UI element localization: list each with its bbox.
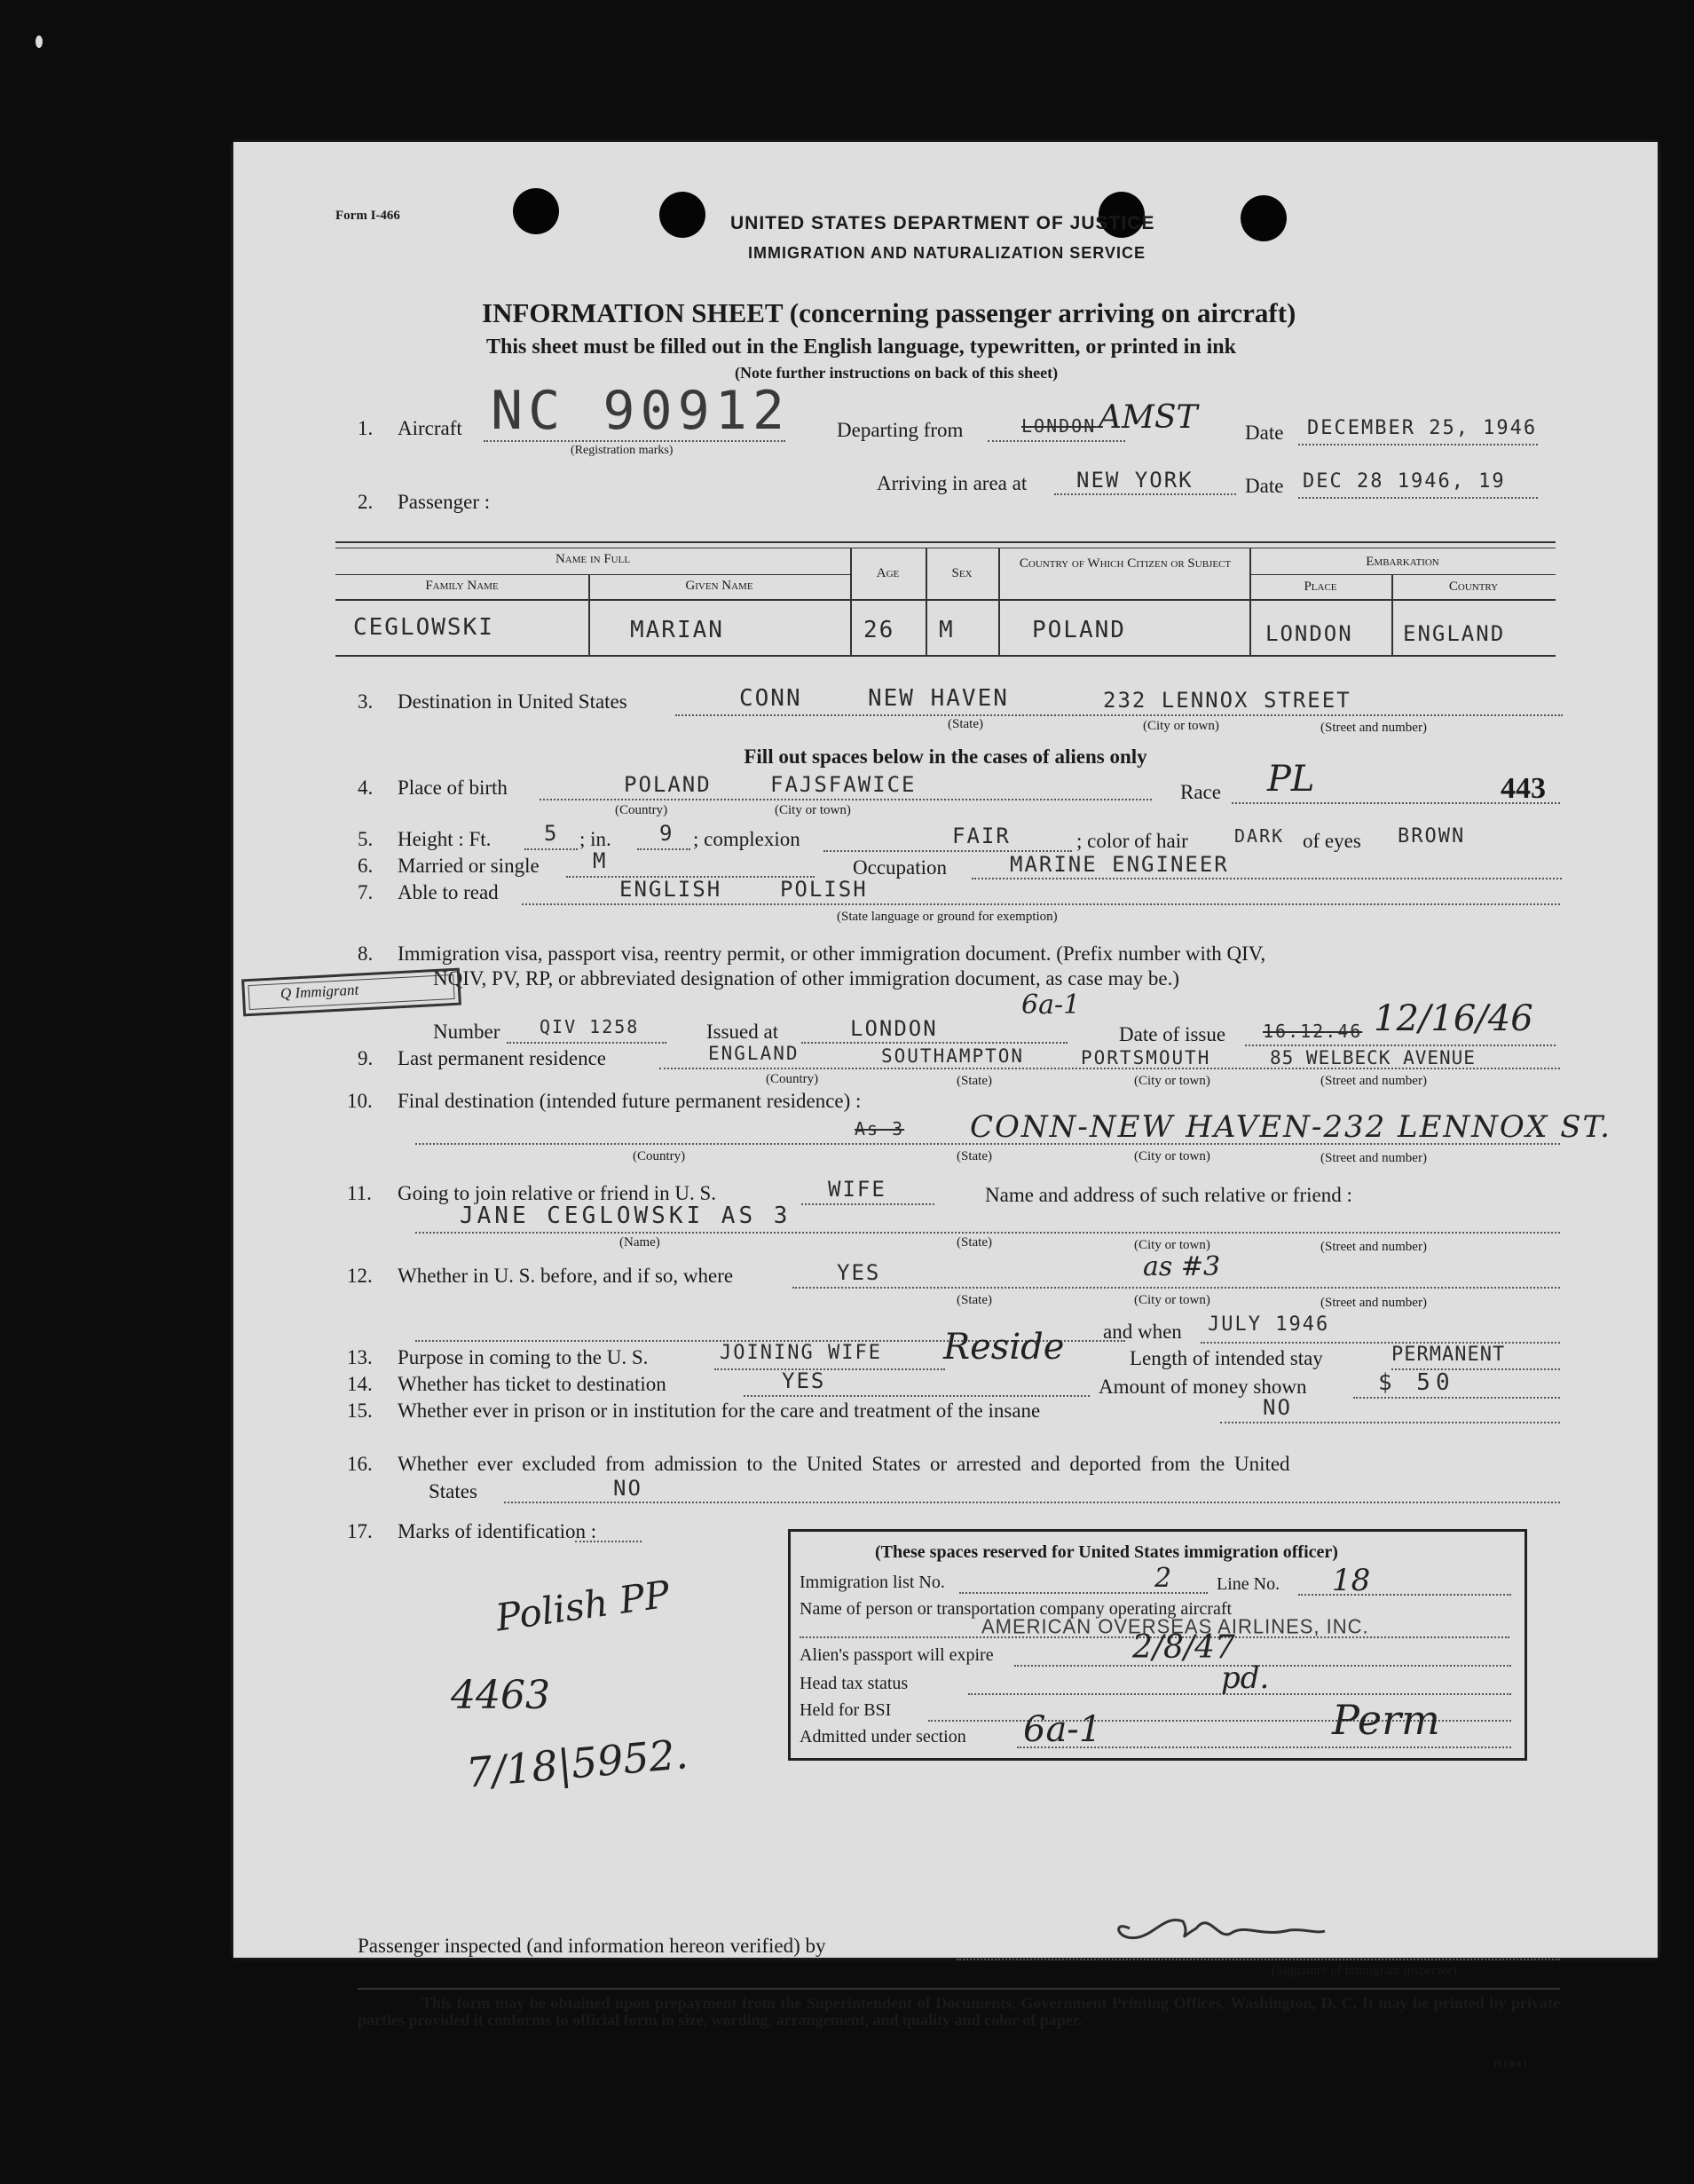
item11-number: 11. [347, 1182, 372, 1204]
place-header: Place [1304, 580, 1337, 594]
list-no-value: 2 [1154, 1563, 1172, 1594]
prior-city-caption: (City or town) [1134, 1293, 1210, 1307]
item7-number: 7. [358, 881, 374, 903]
punch-hole [659, 192, 705, 238]
destination-city: NEW HAVEN [868, 685, 1009, 712]
prior-state-caption: (State) [957, 1293, 992, 1307]
prior-visit-where: as #3 [1143, 1251, 1221, 1282]
family-name-header: Family Name [425, 579, 499, 593]
arriving-value: NEW YORK [1076, 468, 1194, 493]
last-residence-street: 85 WELBECK AVENUE [1270, 1047, 1476, 1068]
date-of-issue-label: Date of issue [1119, 1023, 1226, 1045]
hair-label: ; color of hair [1076, 830, 1188, 852]
read-caption: (State language or ground for exemption) [837, 910, 1058, 924]
item17-number: 17. [347, 1520, 373, 1542]
inspection-caption: (Signature of immigrant inspector) [1272, 1964, 1457, 1978]
official-box-heading: (These spaces reserved for United States immigration officer) [875, 1542, 1338, 1562]
admitted-section-note: Perm [1332, 1696, 1440, 1744]
embarkation-country-header: Country [1448, 580, 1499, 594]
item1-number: 1. [358, 417, 374, 439]
race-value: PL [1267, 759, 1315, 800]
item9-number: 9. [358, 1047, 374, 1069]
birth-city: FAJSFAWICE [770, 772, 917, 797]
place-of-birth-label: Place of birth [398, 777, 508, 799]
final-destination-value: CONN-NEW HAVEN-232 LENNOX ST. [970, 1109, 1611, 1145]
visa-text-1: Immigration visa, passport visa, reentry permit, or other immigration document. (Prefix number with QIV, [398, 942, 1266, 965]
footer-code: H1881 [1493, 2059, 1530, 2070]
item16-number: 16. [347, 1453, 373, 1475]
age-value: 26 [863, 617, 895, 643]
line-no-label: Line No. [1217, 1574, 1280, 1594]
aircraft-label: Aircraft [398, 417, 462, 439]
final-destination-struck: As 3 [855, 1118, 905, 1139]
purpose-value: JOINING WIFE [720, 1342, 882, 1364]
destination-state-caption: (State) [948, 717, 983, 731]
relative-name-caption: (Name) [619, 1235, 660, 1250]
departure-date: DECEMBER 25, 1946 [1307, 417, 1538, 439]
birth-country-caption: (Country) [615, 803, 668, 817]
departing-from-value: AMST [1099, 399, 1198, 436]
given-name-header: Given Name [685, 579, 753, 593]
item3-number: 3. [358, 690, 374, 713]
embarkation-place: LONDON [1265, 621, 1353, 646]
held-for-bsi-label: Held for BSI [800, 1700, 892, 1720]
last-residence-country: ENGLAND [708, 1043, 800, 1064]
last-residence-state-caption: (State) [957, 1074, 992, 1088]
list-no-label: Immigration list No. [800, 1573, 945, 1592]
item4-number: 4. [358, 777, 374, 799]
destination-street-caption: (Street and number) [1320, 721, 1427, 735]
relative-city-caption: (City or town) [1134, 1238, 1210, 1252]
height-ft: 5 [544, 821, 559, 846]
prior-visit-value: YES [837, 1260, 881, 1285]
line-no-value: 18 [1332, 1563, 1371, 1598]
relative-state-caption: (State) [957, 1235, 992, 1250]
arriving-label: Arriving in area at [877, 472, 1028, 494]
sex-header: Sex [951, 566, 973, 580]
final-country-caption: (Country) [633, 1149, 686, 1163]
form-sheet [233, 142, 1658, 2070]
final-street-caption: (Street and number) [1320, 1151, 1427, 1165]
relative-name-value: JANE CEGLOWSKI AS 3 [460, 1202, 792, 1229]
item14-number: 14. [347, 1373, 373, 1395]
date-label: Date [1245, 422, 1284, 444]
destination-city-caption: (City or town) [1143, 719, 1219, 733]
marks-note-3: 7/18|5952. [464, 1730, 690, 1797]
marks-note-1: Polish PP [492, 1572, 673, 1640]
item15-number: 15. [347, 1399, 373, 1422]
occupation-label: Occupation [853, 856, 948, 879]
embarkation-header: Embarkation [1366, 555, 1439, 569]
item8-number: 8. [358, 942, 374, 965]
page-title: INFORMATION SHEET (concerning passenger arriving on aircraft) [482, 297, 1296, 328]
ticket-label: Whether has ticket to destination [398, 1373, 666, 1395]
prior-street-caption: (Street and number) [1320, 1296, 1427, 1310]
prison-label: Whether ever in prison or in institution for the care and treatment of the insane [398, 1399, 1041, 1422]
occupation-value: MARINE ENGINEER [1010, 852, 1229, 877]
footer-text: This form may be obtained upon prepayment from the Superintendent of Documents, Government Printing Offices, Washington, D. C. It may be printed by private parties provided it conforms to official form in size, wording, arrangement, and quality and color of paper. [358, 1994, 1560, 2029]
last-residence-street-caption: (Street and number) [1320, 1074, 1427, 1088]
item6-number: 6. [358, 855, 374, 877]
operator-label: Name of person or transportation company operating aircraft [800, 1599, 1233, 1619]
issued-at-label: Issued at [706, 1021, 779, 1043]
inspector-signature [1085, 1902, 1334, 1955]
last-residence-city: PORTSMOUTH [1081, 1047, 1211, 1068]
race-label: Race [1180, 781, 1221, 803]
last-residence-state: SOUTHAMPTON [881, 1045, 1025, 1067]
purpose-label: Purpose in coming to the U. S. [398, 1346, 649, 1368]
department-header: UNITED STATES DEPARTMENT OF JUSTICE [730, 213, 1155, 233]
item13-number: 13. [347, 1346, 373, 1368]
when-value: JULY 1946 [1208, 1313, 1330, 1336]
name-in-full-header: Name in Full [555, 552, 631, 566]
height-in: 9 [659, 821, 674, 846]
stay-value: PERMANENT [1391, 1344, 1506, 1366]
height-label: Height : Ft. [398, 828, 492, 850]
last-residence-city-caption: (City or town) [1134, 1074, 1210, 1088]
immigrant-stamp [241, 968, 461, 1017]
excluded-value: NO [613, 1476, 642, 1501]
punch-hole [1241, 195, 1287, 241]
stamp-number: 443 [1501, 772, 1546, 805]
visa-number-label: Number [433, 1021, 500, 1043]
head-tax-value: pd. [1221, 1660, 1270, 1696]
scan-speck [35, 35, 43, 48]
stay-label: Length of intended stay [1130, 1347, 1323, 1369]
languages-value: ENGLISH POLISH [619, 877, 868, 902]
birth-city-caption: (City or town) [775, 803, 851, 817]
item5-number: 5. [358, 828, 374, 850]
form-id: Form I-466 [335, 209, 400, 223]
age-header: Age [876, 566, 900, 580]
citizen-of-value: POLAND [1032, 617, 1126, 643]
eyes-value: BROWN [1398, 825, 1466, 848]
complexion-value: FAIR [952, 824, 1011, 848]
service-header: IMMIGRATION AND NATURALIZATION SERVICE [748, 244, 1146, 262]
when-label: and when [1103, 1321, 1182, 1343]
head-tax-label: Head tax status [800, 1674, 909, 1693]
destination-state: CONN [739, 685, 802, 712]
visa-section-note: 6a-1 [1021, 990, 1081, 1021]
title-instruction: This sheet must be filled out in the English language, typewritten, or printed in ink [486, 335, 1236, 359]
admitted-section-value: 6a-1 [1023, 1709, 1102, 1750]
excluded-label: Whether ever excluded from admission to the United States or arrested and deported from the United [398, 1453, 1290, 1475]
read-label: Able to read [398, 881, 499, 903]
final-state-caption: (State) [957, 1149, 992, 1163]
departing-label: Departing from [837, 419, 964, 441]
hair-value: DARK [1234, 825, 1285, 847]
married-label: Married or single [398, 855, 540, 877]
arrival-date-label: Date [1245, 475, 1284, 497]
item12-number: 12. [347, 1265, 373, 1287]
prison-value: NO [1263, 1395, 1292, 1420]
passenger-label: Passenger : [398, 491, 491, 513]
relative-name-label: Name and address of such relative or friend : [985, 1184, 1352, 1206]
destination-label: Destination in United States [398, 690, 627, 713]
aliens-heading: Fill out spaces below in the cases of aliens only [744, 745, 1147, 768]
reside-note: Reside [943, 1327, 1065, 1368]
relative-street-caption: (Street and number) [1320, 1240, 1427, 1254]
final-destination-label: Final destination (intended future permanent residence) : [398, 1090, 862, 1112]
family-name: CEGLOWSKI [353, 614, 494, 641]
immigrant-stamp-text: Q Immigrant [280, 981, 359, 1003]
embarkation-country: ENGLAND [1403, 621, 1506, 646]
height-in-label: ; in. [579, 828, 611, 850]
given-name: MARIAN [630, 617, 724, 643]
sex-value: M [939, 617, 955, 643]
country-citizen-header: Country of Which Citizen or Subject [1019, 556, 1232, 571]
ticket-value: YES [782, 1368, 826, 1393]
relation-value: WIFE [828, 1177, 886, 1202]
marks-note-2: 4463 [451, 1673, 550, 1718]
item2-number: 2. [358, 491, 374, 513]
visa-text-2: NQIV, PV, RP, or abbreviated designation of other immigration document, as case may be.) [433, 967, 1180, 990]
money-value: $ 50 [1378, 1369, 1455, 1396]
official-use-box [788, 1529, 1527, 1761]
date-of-issue-struck: 16.12.46 [1263, 1021, 1363, 1042]
excluded-label-2: States [429, 1480, 477, 1502]
money-label: Amount of money shown [1099, 1376, 1307, 1398]
punch-hole [513, 188, 559, 234]
departing-struck: LONDON [1021, 415, 1097, 437]
final-city-caption: (City or town) [1134, 1149, 1210, 1163]
issued-at-value: LONDON [850, 1016, 938, 1041]
operator-value: AMERICAN OVERSEAS AIRLINES, INC. [981, 1614, 1369, 1638]
join-relative-label: Going to join relative or friend in U. S. [398, 1182, 716, 1204]
eyes-label: of eyes [1303, 830, 1361, 852]
last-residence-country-caption: (Country) [766, 1072, 819, 1086]
arrival-date: DEC 28 1946, 19 [1303, 470, 1506, 493]
inspection-label: Passenger inspected (and information hereon verified) by [358, 1935, 826, 1957]
admitted-section-label: Admitted under section [800, 1727, 966, 1746]
married-value: M [593, 848, 608, 873]
visa-number: QIV 1258 [540, 1016, 640, 1037]
destination-street: 232 LENNOX STREET [1103, 688, 1351, 713]
complexion-label: ; complexion [693, 828, 800, 850]
date-of-issue: 12/16/46 [1374, 998, 1533, 1039]
passport-expire-value: 2/8/47 [1132, 1629, 1235, 1666]
birth-country: POLAND [624, 772, 712, 797]
registration-caption: (Registration marks) [571, 444, 674, 457]
aircraft-registration: NC 90912 [491, 380, 790, 442]
item10-number: 10. [347, 1090, 373, 1112]
prior-visit-label: Whether in U. S. before, and if so, where [398, 1265, 734, 1287]
last-residence-label: Last permanent residence [398, 1047, 606, 1069]
marks-label: Marks of identification : [398, 1520, 597, 1542]
title-note: (Note further instructions on back of this sheet) [735, 364, 1059, 382]
passport-expire-label: Alien's passport will expire [800, 1645, 994, 1665]
